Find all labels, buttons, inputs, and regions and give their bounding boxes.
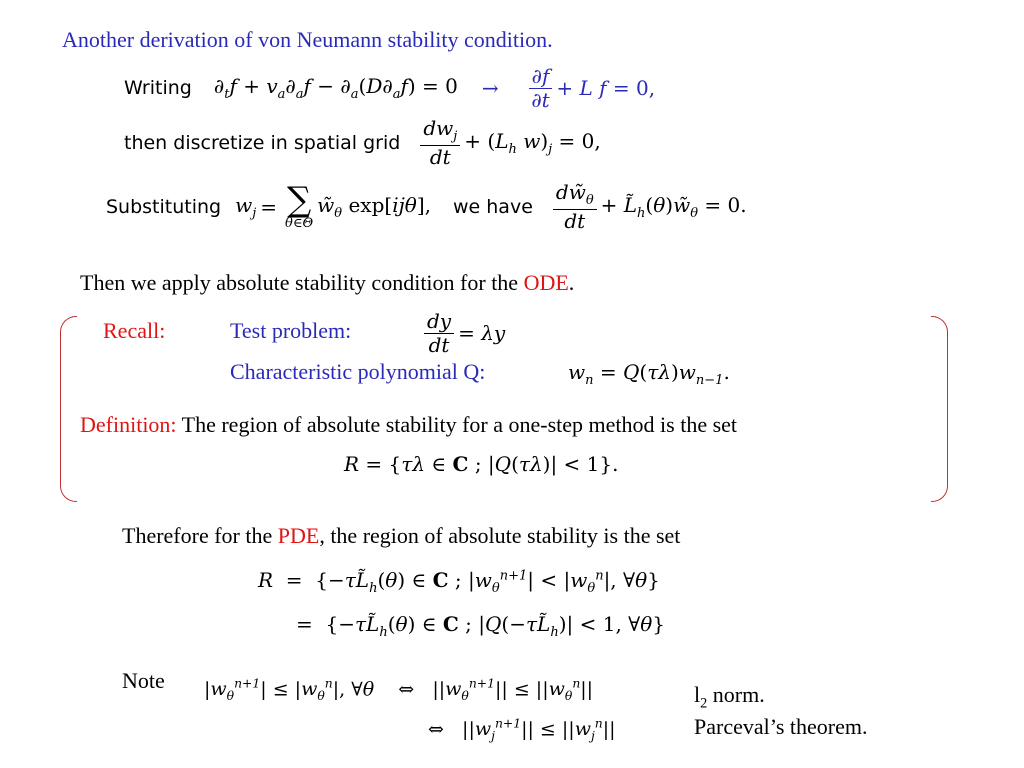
pde-sentence [122, 523, 680, 549]
definition-line [80, 412, 737, 438]
fourier-ode: + $L̃_h(\theta)w̃_\theta = 0$. [600, 193, 747, 221]
stability-region-equation: R = {τλ ∈ C ; |Q(τλ)| < 1}. [344, 452, 619, 476]
dy-dx-fraction: $\frac{dy}{dt}$ [424, 310, 454, 357]
pde-region-line-1: $R = \{-\tau L̃_h(\theta)$ ∈ C ; $|w_\theta^{n+1}| < |w_\theta^n|$, ∀θ} [258, 568, 660, 596]
ode-highlight: ODE [523, 270, 569, 295]
l2-suffix: norm. [707, 682, 765, 707]
fourier-expansion: $w̃_\theta$ exp[ijθ], [317, 193, 431, 221]
wj-symbol: $w_j$ [235, 193, 257, 221]
pde-sentence-prefix: Therefore for the [122, 523, 278, 548]
characteristic-polynomial-label: Characteristic polynomial Q: [230, 359, 486, 384]
operator-form-fraction: $\frac{\partial f}{\partial t}$ [529, 65, 553, 112]
test-problem-label: Test problem: [230, 318, 352, 343]
pde-equation: $\partial_tf + v_a\partial_af - \partial_a(D\partial_af) = 0$ [213, 74, 458, 102]
substituting-line [106, 172, 747, 242]
ode-sentence-prefix: Then we apply absolute stability condition for the [80, 270, 524, 295]
operator-form-rest: + L f = 0, [556, 76, 656, 100]
we-have-text: we have [453, 196, 533, 218]
note-label: Note [122, 668, 165, 693]
note-equation-line-2: ⇔ $||w_j^{n+1}|| \le ||w_j^n||$ [428, 717, 616, 744]
ode-sentence [80, 270, 574, 296]
substituting-word: Substituting [106, 196, 222, 218]
summation-symbol: ∑ θ∈Θ [285, 180, 314, 231]
parceval-note: Parceval’s theorem. [694, 714, 868, 739]
pde-region-line-2: = {$-\tau L̃_h(\theta)$ ∈ C ; $|Q(-\tau L̃_h)| < 1$, ∀θ} [296, 612, 666, 640]
ode-sentence-suffix: . [568, 270, 575, 295]
dw-dt-fraction: $\frac{dw_j}{dt}$ [420, 117, 460, 169]
arrow-icon: → [481, 76, 499, 100]
test-problem-equation [420, 305, 505, 361]
definition-text: The region of absolute stability for a one-step method is the set [181, 412, 738, 437]
definition-label: Definition: [80, 412, 177, 437]
writing-word: Writing [124, 77, 192, 99]
l2-subscript: 2 [700, 695, 708, 712]
discretize-line [124, 115, 601, 171]
l2-norm-note [694, 682, 765, 712]
characteristic-polynomial-equation: $w_n = Q(\tau\lambda)w_{n-1}$. [568, 360, 730, 388]
slide-title: Another derivation of von Neumann stability condition. [62, 27, 553, 52]
left-bracket [60, 316, 77, 502]
recall-label: Recall: [103, 318, 166, 343]
equals-sign: = [260, 195, 278, 219]
l2-letter: l [694, 682, 701, 707]
pde-sentence-suffix: , the region of absolute stability is the set [319, 523, 681, 548]
pde-highlight: PDE [277, 523, 320, 548]
discretize-text: then discretize in spatial grid [124, 132, 401, 154]
writing-equation-line [124, 58, 655, 118]
dw-theta-dt-fraction: $\frac{dw̃_\theta}{dt}$ [553, 181, 597, 233]
semi-discrete-equation: + ($L_h$ $w)_j = 0$, [464, 129, 601, 157]
right-bracket [931, 316, 948, 502]
test-equation-rest: = λy [458, 321, 506, 345]
note-equation-line-1: $|w_\theta^{n+1}| \le |w_\theta^n|$, ∀θ ⇔ $||w_\theta^{n+1}|| \le ||w_\theta^n||$ [204, 677, 594, 704]
